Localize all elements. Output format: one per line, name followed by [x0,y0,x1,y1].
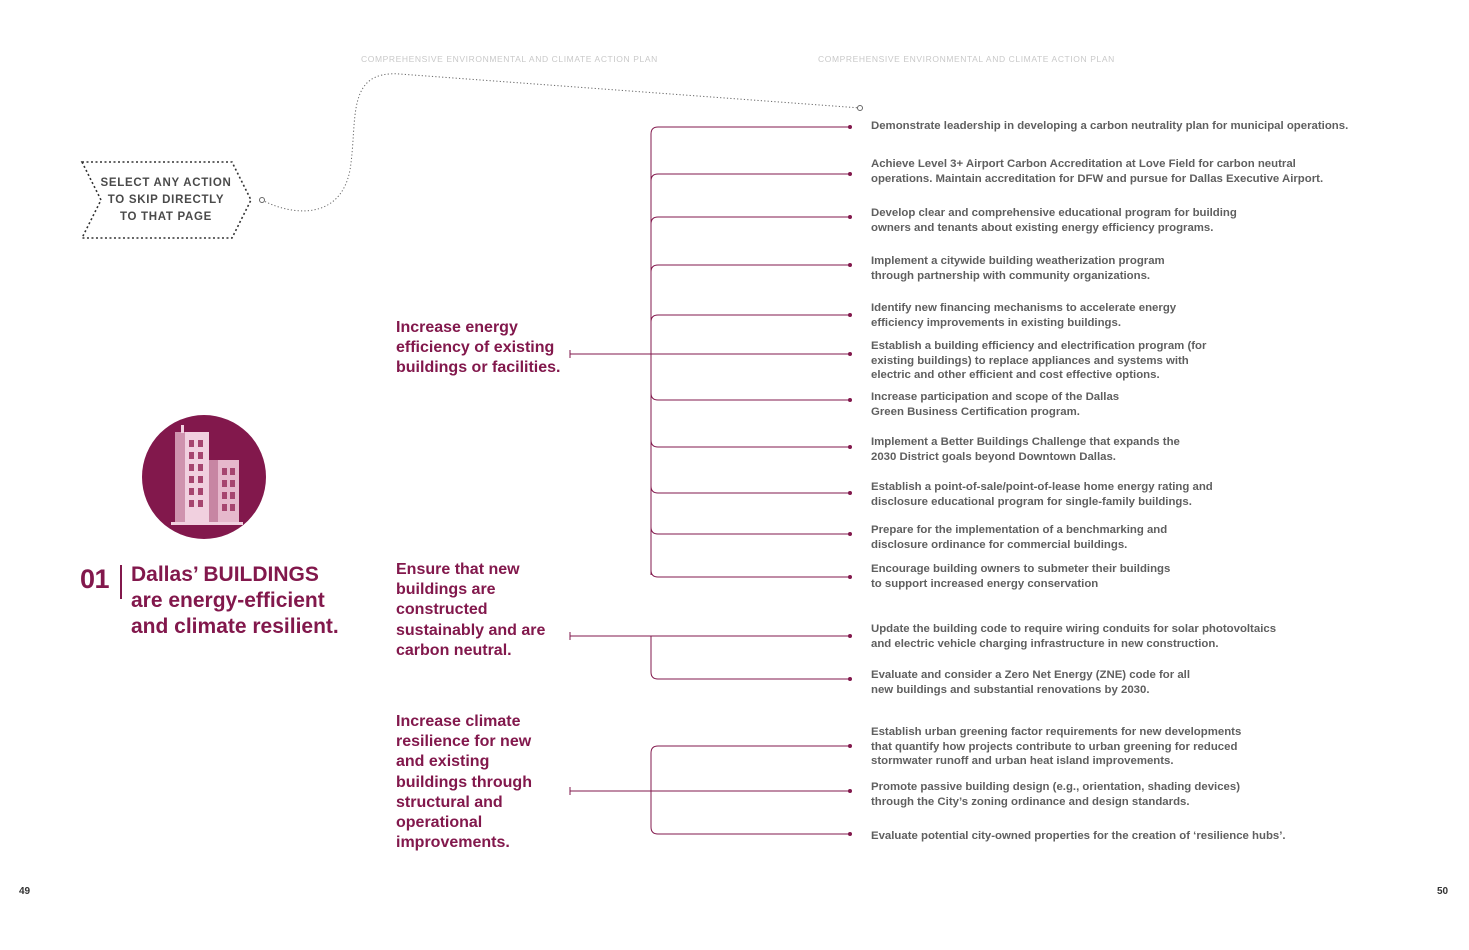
section-title: Dallas’ BUILDINGS are energy-efficient and climate resilient. [131,563,339,638]
action-link-educational-program[interactable]: Develop clear and comprehensive educational program for building owners and tenants about existing energy efficiency programs. [871,207,1237,234]
action-link-carbon-neutrality-plan[interactable]: Demonstrate leadership in developing a carbon neutrality plan for municipal operations. [871,120,1349,132]
action-link-submeter-buildings[interactable]: Encourage building owners to submeter their buildings to support increased energy conservation [871,563,1171,590]
section-divider [120,565,122,599]
action-link-passive-building-design[interactable]: Promote passive building design (e.g., orientation, shading devices) through the City’s zoning ordinance and design standards. [871,781,1240,808]
page-number-right: 50 [1437,886,1449,897]
page-number-left: 49 [19,886,31,897]
action-link-electrification-program[interactable]: Establish a building efficiency and electrification program (for existing buildings) to replace appliances and systems with electric and other efficient and cost effective options. [871,340,1207,381]
action-link-better-buildings-challenge[interactable]: Implement a Better Buildings Challenge that expands the 2030 District goals beyond Downtown Dallas. [871,436,1180,463]
running-header-right: COMPREHENSIVE ENVIRONMENTAL AND CLIMATE ACTION PLAN [818,54,1115,64]
action-link-airport-accreditation[interactable]: Achieve Level 3+ Airport Carbon Accreditation at Love Field for carbon neutral operations. Maintain accreditation for DFW and pursue for Dallas Executive Airport. [871,158,1324,185]
strategy-energy-efficiency: Increase energy efficiency of existing buildings or facilities. [396,319,561,377]
action-link-weatherization-program[interactable]: Implement a citywide building weatherization program through partnership with community organizations. [871,255,1165,282]
action-link-building-code-conduits[interactable]: Update the building code to require wiring conduits for solar photovoltaics and electric vehicle charging infrastructure in new construction. [871,623,1277,650]
action-link-resilience-hubs[interactable]: Evaluate potential city-owned properties for the creation of ‘resilience hubs’. [871,830,1286,842]
action-link-urban-greening-factor[interactable]: Establish urban greening factor requirements for new developments that quantify how projects contribute to urban greening for reduced stormwater runoff and urban heat island improvements. [871,726,1242,767]
strategy-climate-resilience: Increase climate resilience for new and existing buildings through structural and operational improvements. [396,713,532,852]
strategy-new-buildings: Ensure that new buildings are constructed sustainably and are carbon neutral. [396,561,546,659]
action-link-zero-net-energy-code[interactable]: Evaluate and consider a Zero Net Energy (ZNE) code for all new buildings and substantial renovations by 2030. [871,669,1191,696]
skip-to-action-callout [80,161,252,239]
callout-text: SELECT ANY ACTION TO SKIP DIRECTLY TO THAT PAGE [100,176,232,223]
action-link-benchmarking-ordinance[interactable]: Prepare for the implementation of a benchmarking and disclosure ordinance for commercial buildings. [871,524,1168,551]
action-link-home-energy-rating[interactable]: Establish a point-of-sale/point-of-lease home energy rating and disclosure educational program for single-family buildings. [871,481,1213,508]
action-link-financing-mechanisms[interactable]: Identify new financing mechanisms to accelerate energy efficiency improvements in existing buildings. [871,302,1177,329]
section-number: 01 [80,564,110,594]
action-link-green-business-certification[interactable]: Increase participation and scope of the Dallas Green Business Certification program. [871,391,1120,418]
buildings-icon [141,414,267,540]
running-header-left: COMPREHENSIVE ENVIRONMENTAL AND CLIMATE ACTION PLAN [361,54,658,64]
